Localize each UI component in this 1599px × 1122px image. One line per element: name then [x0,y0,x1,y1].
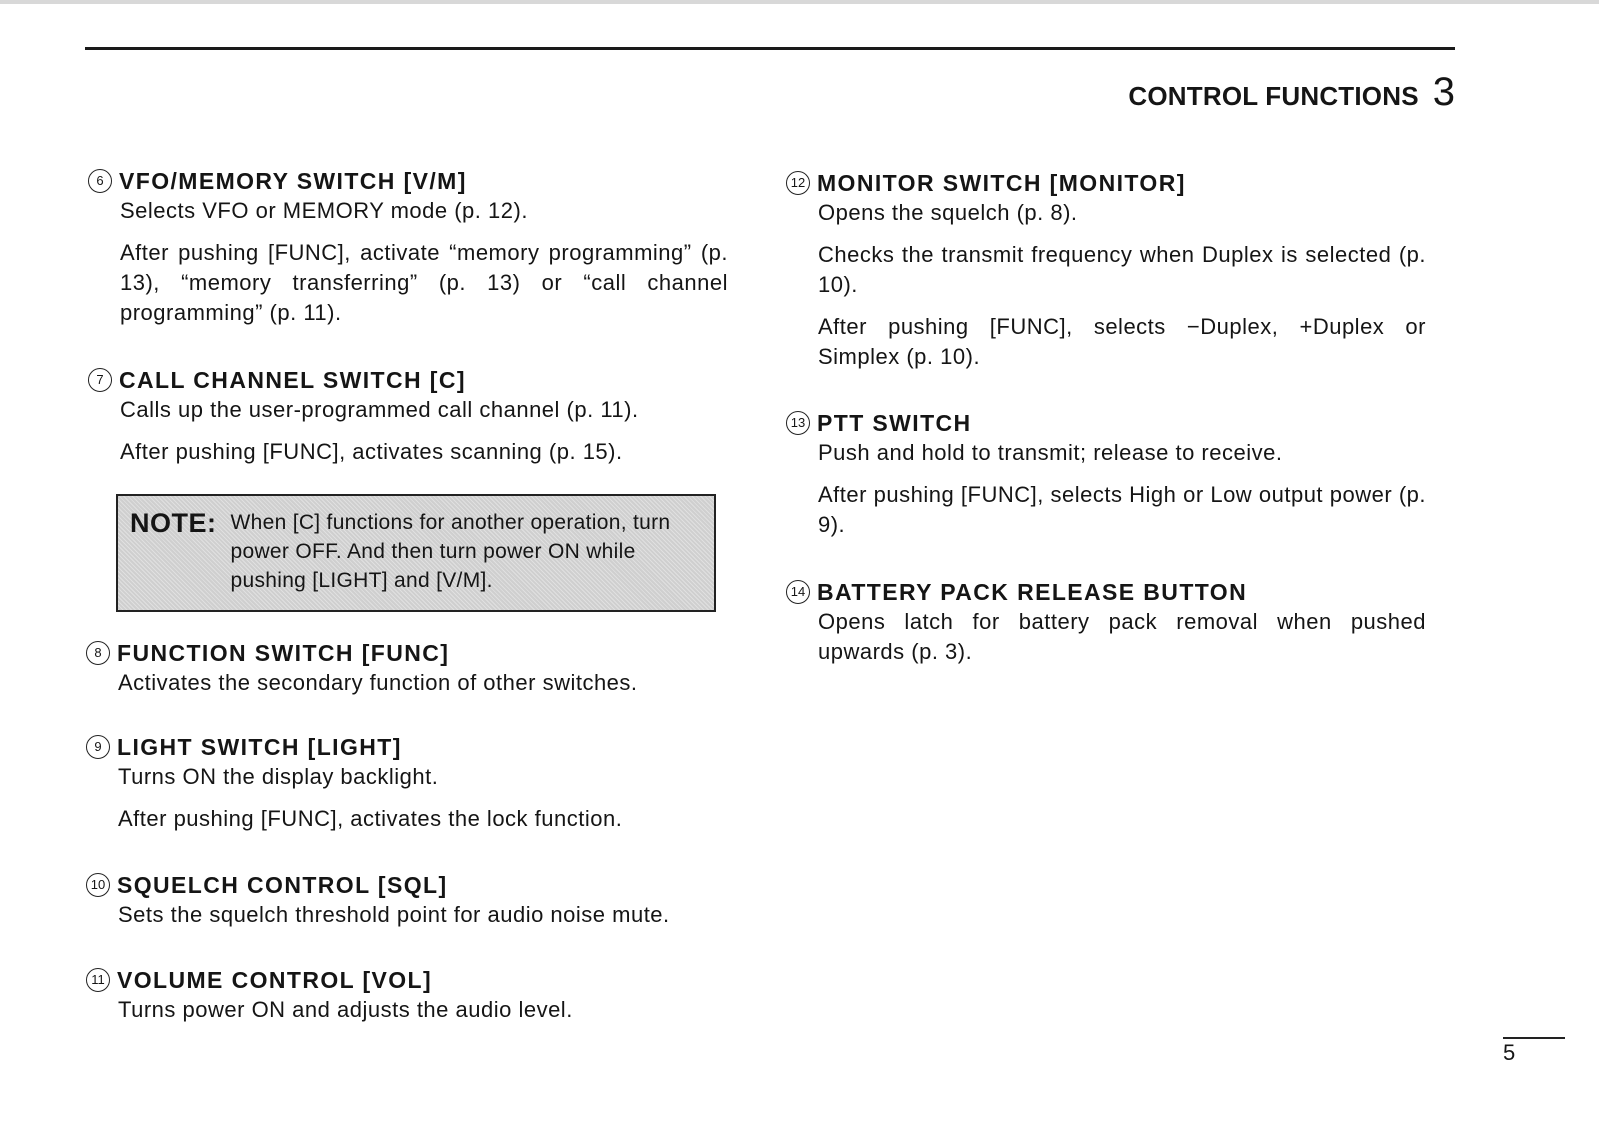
scan-edge [0,0,1599,4]
item-text: After pushing [FUNC], selects High or Low output power (p. 9). [818,482,1426,537]
item-title: SQUELCH CONTROL [SQL] [117,872,448,898]
item-title: CALL CHANNEL SWITCH [C] [119,367,466,393]
item-number: 9 [86,735,110,759]
item-number: 10 [86,873,110,897]
note-text: When [C] functions for another operation, turn power OFF. And then turn power ON while pushing [LIGHT] and [V/M]. [230,511,671,592]
item-number: 7 [88,368,112,392]
item-number: 8 [86,641,110,665]
item-number: 12 [786,171,810,195]
item-ptt-switch [786,408,1426,540]
item-title: BATTERY PACK RELEASE BUTTON [817,579,1248,605]
item-number: 6 [88,169,112,193]
note-label: NOTE: [130,508,217,538]
item-text: Turns power ON and adjusts the audio level. [118,997,573,1022]
item-text: After pushing [FUNC], activates the lock function. [118,806,623,831]
item-title: VFO/MEMORY SWITCH [V/M] [119,168,467,194]
item-text: Opens latch for battery pack removal when pushed upwards (p. 3). [818,609,1426,664]
page-number: 5 [1503,1040,1516,1065]
item-text: After pushing [FUNC], activates scanning (p. 15). [120,439,623,464]
item-call-channel-switch [88,365,728,467]
item-number: 14 [786,580,810,604]
item-text: After pushing [FUNC], selects −Duplex, +Duplex or Simplex (p. 10). [818,314,1426,369]
item-title: VOLUME CONTROL [VOL] [117,967,433,993]
item-text: Turns ON the display backlight. [118,764,439,789]
section-title: CONTROL FUNCTIONS [1128,81,1419,111]
item-text: Sets the squelch threshold point for audio noise mute. [118,902,670,927]
item-volume-control [86,965,726,1025]
item-function-switch [86,638,726,698]
page-header [1128,70,1455,115]
item-title: MONITOR SWITCH [MONITOR] [817,170,1186,196]
item-number: 13 [786,411,810,435]
item-text: Checks the transmit frequency when Duplex is selected (p. 10). [818,242,1426,297]
item-number: 11 [86,968,110,992]
item-title: PTT SWITCH [817,410,972,436]
item-text: Calls up the user-programmed call channel (p. 11). [120,397,639,422]
chapter-number: 3 [1432,70,1455,114]
item-vfo-memory-switch [88,166,728,328]
item-monitor-switch [786,168,1426,372]
item-title: LIGHT SWITCH [LIGHT] [117,734,402,760]
footer-rule [1503,1037,1565,1039]
item-squelch-control [86,870,726,930]
item-text: Activates the secondary function of other switches. [118,670,638,695]
item-text: After pushing [FUNC], activate “memory programming” (p. 13), “memory transferring” (p. 13) or “call channel programming” (p. 11). [120,240,728,325]
note-box [116,494,716,612]
item-title: FUNCTION SWITCH [FUNC] [117,640,450,666]
item-text: Opens the squelch (p. 8). [818,200,1078,225]
item-light-switch [86,732,726,834]
header-rule [85,47,1455,50]
item-text: Push and hold to transmit; release to receive. [818,440,1283,465]
item-battery-pack-release [786,577,1426,667]
item-text: Selects VFO or MEMORY mode (p. 12). [120,198,528,223]
